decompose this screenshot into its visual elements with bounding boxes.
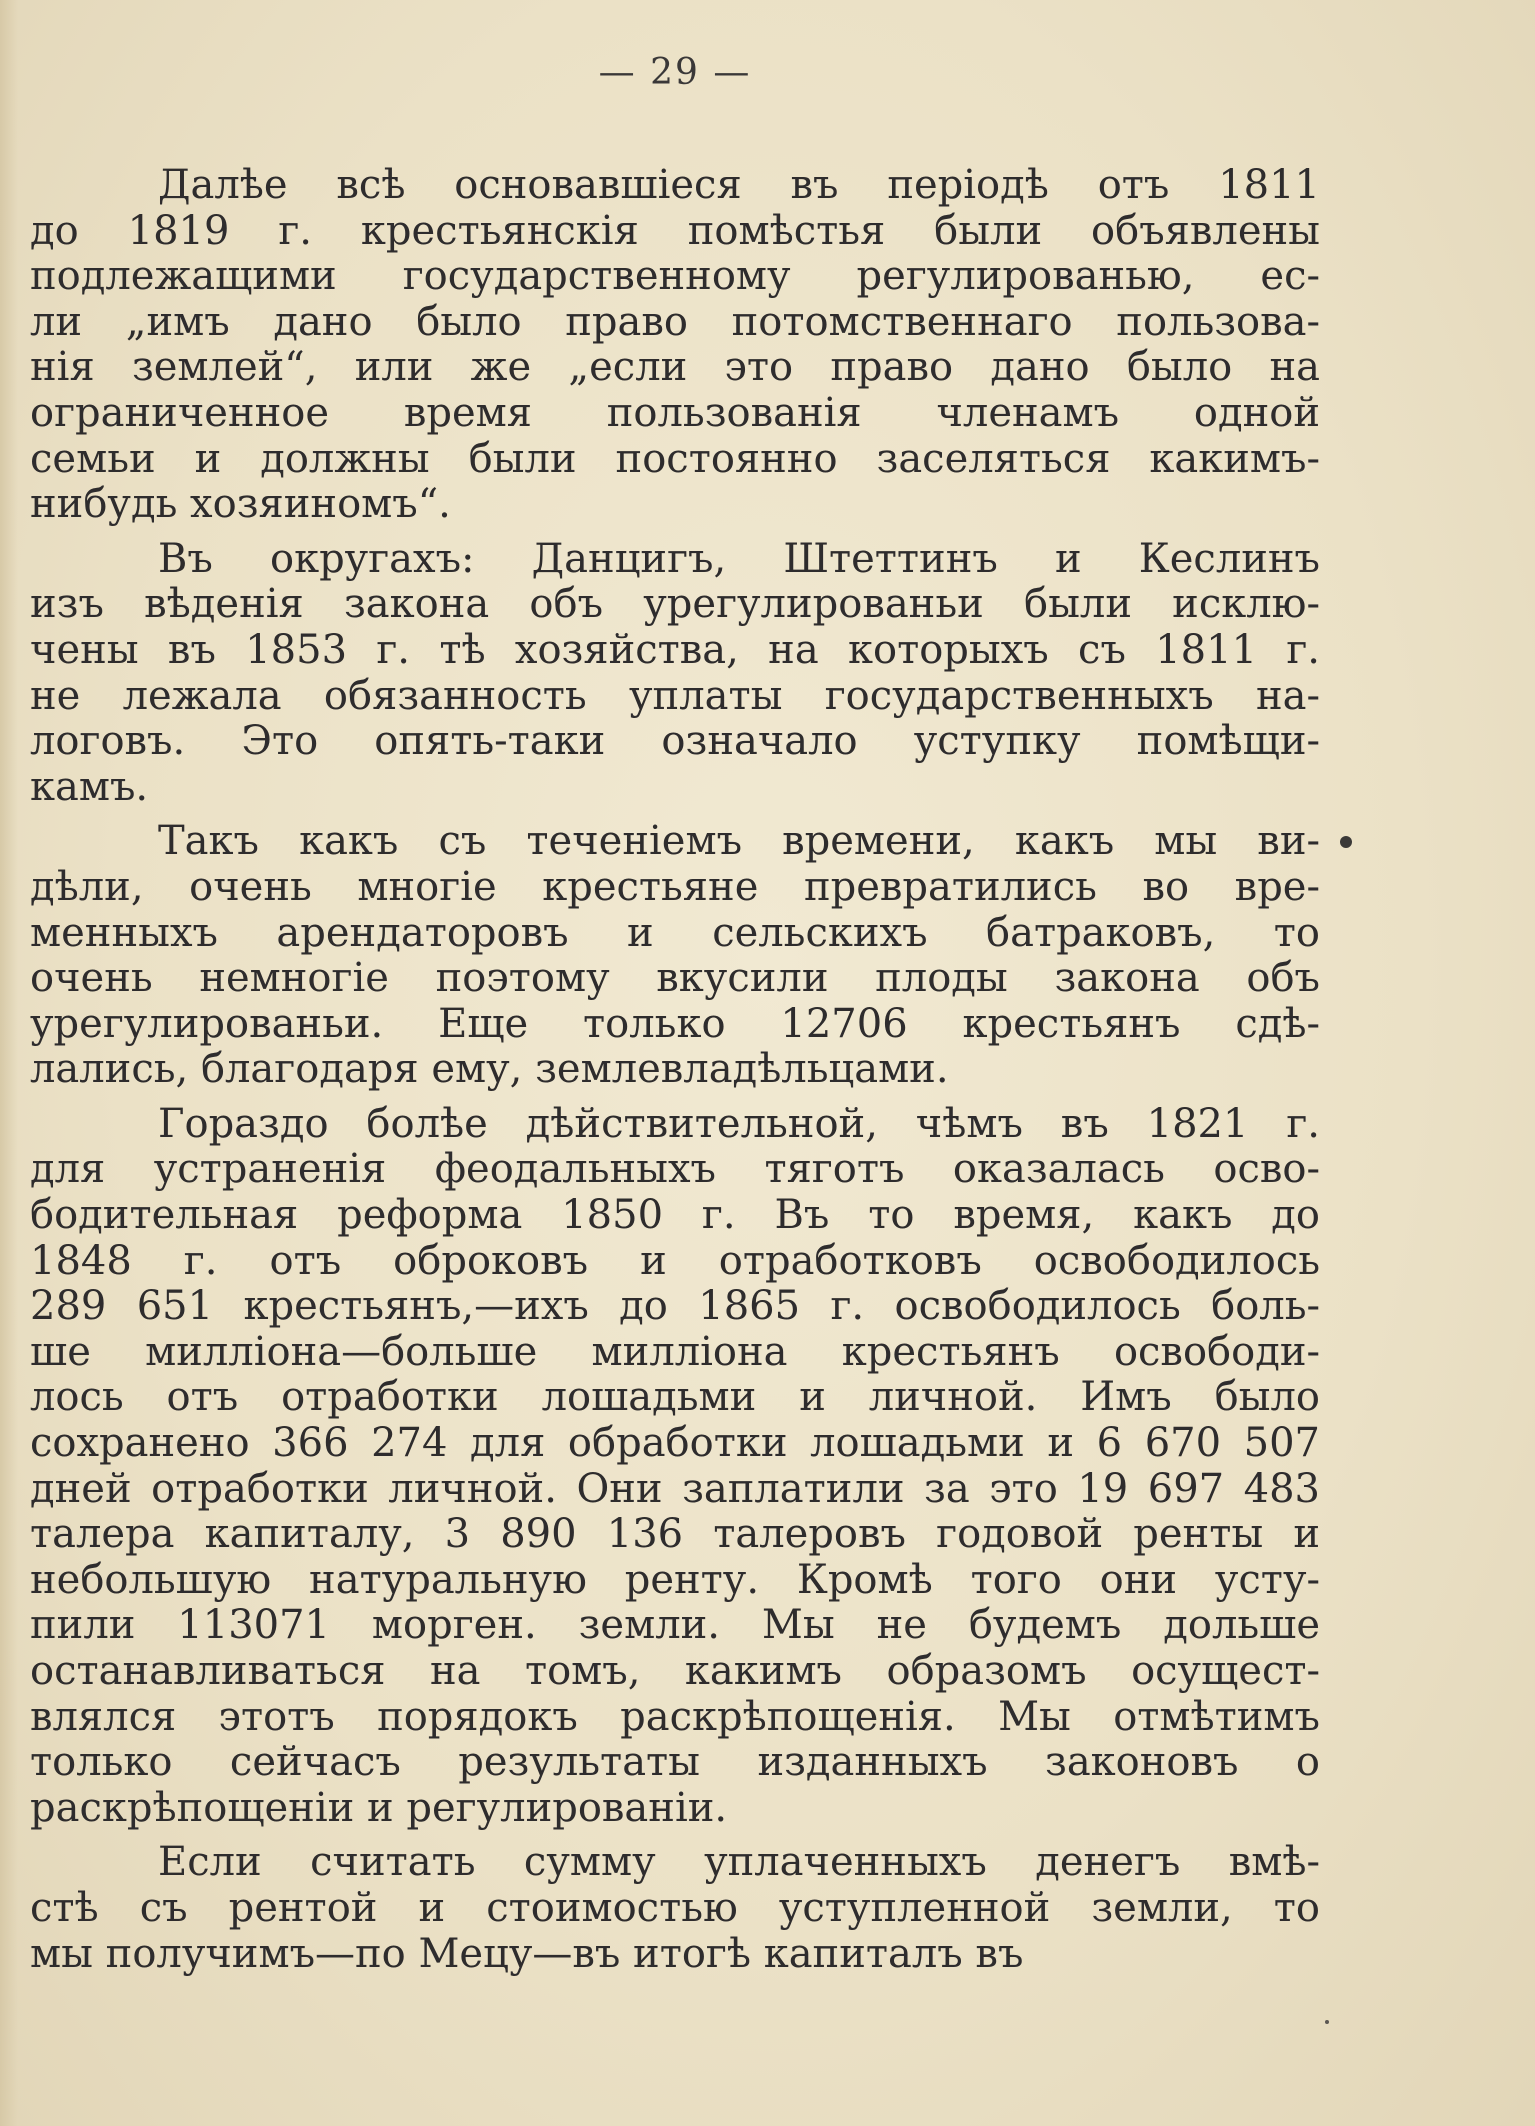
text-line: Если считать сумму уплаченныхъ денегъ вмѣ-: [158, 1840, 1320, 1886]
text-line: дней отработки личной. Они заплатили за это 19 697 483: [30, 1466, 1320, 1512]
paragraph: [30, 1102, 1320, 1832]
paragraph: [30, 537, 1320, 811]
text-line: 1848 г. отъ оброковъ и отработковъ освободилось: [30, 1238, 1320, 1284]
text-line: менныхъ арендаторовъ и сельскихъ батраковъ, то: [30, 910, 1320, 956]
text-line: останавливаться на томъ, какимъ образомъ осущест-: [30, 1649, 1320, 1694]
text-line: Гораздо болѣе дѣйствительной, чѣмъ въ 1821 г.: [158, 1101, 1320, 1147]
text-line: Далѣе всѣ основавшіеся въ періодѣ отъ 1811: [158, 163, 1320, 208]
page-number: — 29 —: [598, 52, 752, 93]
text-line: влялся этотъ порядокъ раскрѣпощенія. Мы отмѣтимъ: [30, 1694, 1320, 1740]
text-line: не лежала обязанность уплаты государственныхъ на-: [30, 673, 1320, 719]
text-line: лось отъ отработки лошадьми и личной. Имъ было: [30, 1375, 1320, 1421]
text-line: для устраненія феодальныхъ тяготъ оказалась осво-: [30, 1147, 1320, 1193]
paragraph: [30, 1840, 1320, 1977]
body-text: [30, 163, 1320, 1977]
text-line: Такъ какъ съ теченіемъ времени, какъ мы ви-: [158, 819, 1320, 865]
text-line: небольшую натуральную ренту. Кромѣ того они усту-: [30, 1557, 1320, 1603]
text-line: раскрѣпощеніи и регулированіи.: [30, 1785, 728, 1831]
text-line: нибудь хозяиномъ“.: [30, 482, 451, 528]
text-line: Въ округахъ: Данцигъ, Штеттинъ и Кеслинъ: [158, 536, 1320, 582]
text-line: ли „имъ дано было право потомственнаго пользова-: [30, 299, 1320, 345]
text-line: подлежащими государственному регулированью, ес-: [30, 254, 1320, 300]
margin-speck: [1325, 2020, 1329, 2024]
text-line: логовъ. Это опять-таки означало уступку помѣщи-: [30, 719, 1320, 765]
text-line: мы получимъ—по Мецу—въ итогѣ капиталъ въ: [30, 1931, 1024, 1977]
text-line: нія землей“, или же „если это право дано было на: [30, 345, 1320, 391]
text-line: урегулированьи. Еще только 12706 крестьянъ сдѣ-: [30, 1001, 1320, 1047]
paragraph: [30, 819, 1320, 1093]
text-line: сохранено 366 274 для обработки лошадьми и 6 670 507: [30, 1421, 1320, 1467]
text-line: пили 113071 морген. земли. Мы не будемъ дольше: [30, 1603, 1320, 1649]
text-line: талера капиталу, 3 890 136 талеровъ годовой ренты и: [30, 1512, 1320, 1558]
text-line: бодительная реформа 1850 г. Въ то время, какъ до: [30, 1193, 1320, 1239]
text-line: камъ.: [30, 764, 149, 810]
text-line: изъ вѣденія закона объ урегулированьи были исклю-: [30, 582, 1320, 628]
text-line: семьи и должны были постоянно заселяться какимъ-: [30, 436, 1320, 482]
text-line: ограниченное время пользованія членамъ одной: [30, 390, 1320, 436]
text-line: очень немногіе поэтому вкусили плоды закона объ: [30, 956, 1320, 1002]
text-line: стѣ съ рентой и стоимостью уступленной земли, то: [30, 1885, 1320, 1931]
text-line: ше милліона—больше милліона крестьянъ освободи-: [30, 1329, 1320, 1375]
text-line: дѣли, очень многіе крестьяне превратились во вре-: [30, 864, 1320, 910]
text-line: 289 651 крестьянъ,—ихъ до 1865 г. освободилось боль-: [30, 1284, 1320, 1330]
text-line: до 1819 г. крестьянскія помѣстья были объявлены: [30, 208, 1320, 254]
text-line: только сейчасъ результаты изданныхъ законовъ о: [30, 1740, 1320, 1786]
margin-ink-dot: [1340, 836, 1352, 848]
gutter-shadow: [0, 0, 18, 2126]
text-line: лались, благодаря ему, землевладѣльцами.: [30, 1047, 949, 1093]
text-line: чены въ 1853 г. тѣ хозяйства, на которыхъ съ 1811 г.: [30, 627, 1320, 673]
paragraph: [30, 163, 1320, 528]
